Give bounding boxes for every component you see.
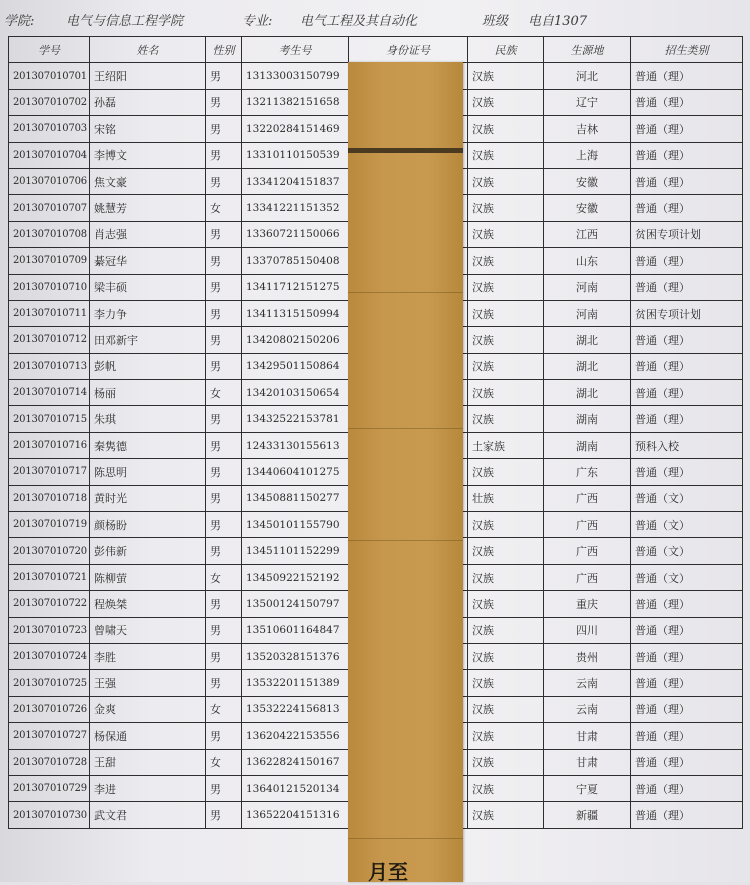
student-id-cell: 201307010728: [9, 749, 90, 775]
gender-cell: 男: [206, 116, 242, 142]
gender-cell: 男: [206, 723, 242, 749]
exam-number-cell: 13420103150654: [242, 380, 349, 406]
gender-cell: 男: [206, 353, 242, 379]
student-id-cell: 201307010710: [9, 274, 90, 300]
exam-number-cell: 13450922152192: [242, 564, 349, 590]
gender-cell: 男: [206, 327, 242, 353]
student-id-cell: 201307010709: [9, 248, 90, 274]
tape-seam: [348, 428, 463, 429]
category-cell: 普通（理）: [631, 643, 743, 669]
origin-cell: 吉林: [544, 116, 631, 142]
ethnicity-cell: 汉族: [468, 696, 544, 722]
exam-number-cell: 13640121520134: [242, 775, 349, 801]
student-id-cell: 201307010716: [9, 432, 90, 458]
student-id-cell: 201307010712: [9, 327, 90, 353]
category-cell: 普通（理）: [631, 617, 743, 643]
origin-cell: 湖北: [544, 353, 631, 379]
gender-cell: 男: [206, 617, 242, 643]
student-name-cell: 秦隽德: [90, 432, 206, 458]
student-id-cell: 201307010726: [9, 696, 90, 722]
origin-cell: 广西: [544, 485, 631, 511]
student-id-cell: 201307010706: [9, 168, 90, 194]
student-name-cell: 王绍阳: [90, 63, 206, 89]
exam-number-cell: 13451101152299: [242, 538, 349, 564]
exam-number-cell: 13532224156813: [242, 696, 349, 722]
student-id-cell: 201307010707: [9, 195, 90, 221]
student-id-cell: 201307010720: [9, 538, 90, 564]
exam-number-cell: 13432522153781: [242, 406, 349, 432]
exam-number-cell: 13420802150206: [242, 327, 349, 353]
student-id-cell: 201307010724: [9, 643, 90, 669]
ethnicity-cell: 汉族: [468, 802, 544, 828]
ethnicity-cell: 汉族: [468, 142, 544, 168]
category-cell: 普通（理）: [631, 195, 743, 221]
student-id-cell: 201307010719: [9, 512, 90, 538]
ethnicity-cell: 壮族: [468, 485, 544, 511]
origin-cell: 宁夏: [544, 775, 631, 801]
origin-cell: 河北: [544, 63, 631, 89]
student-id-cell: 201307010714: [9, 380, 90, 406]
gender-cell: 男: [206, 775, 242, 801]
column-header-ethnicity: 民族: [468, 37, 544, 63]
origin-cell: 广西: [544, 512, 631, 538]
gender-cell: 男: [206, 89, 242, 115]
student-id-cell: 201307010703: [9, 116, 90, 142]
origin-cell: 广西: [544, 538, 631, 564]
student-name-cell: 黄时光: [90, 485, 206, 511]
class-value: 电自1307: [528, 14, 588, 29]
student-name-cell: 彭伟新: [90, 538, 206, 564]
exam-number-cell: 13211382151658: [242, 89, 349, 115]
student-name-cell: 肖志强: [90, 221, 206, 247]
student-id-cell: 201307010723: [9, 617, 90, 643]
category-cell: 普通（理）: [631, 670, 743, 696]
tape-seam: [348, 540, 463, 541]
student-name-cell: 杨保通: [90, 723, 206, 749]
ethnicity-cell: 汉族: [468, 749, 544, 775]
category-cell: 普通（理）: [631, 696, 743, 722]
exam-number-cell: 13440604101275: [242, 459, 349, 485]
category-cell: 普通（理）: [631, 142, 743, 168]
category-cell: 贫困专项计划: [631, 300, 743, 326]
student-id-cell: 201307010717: [9, 459, 90, 485]
ethnicity-cell: 土家族: [468, 432, 544, 458]
origin-cell: 贵州: [544, 643, 631, 669]
ethnicity-cell: 汉族: [468, 591, 544, 617]
category-cell: 普通（理）: [631, 775, 743, 801]
ethnicity-cell: 汉族: [468, 168, 544, 194]
exam-number-cell: 13341221151352: [242, 195, 349, 221]
college-value: 电气与信息工程学院: [66, 14, 184, 29]
category-cell: 普通（文）: [631, 485, 743, 511]
category-cell: 普通（理）: [631, 591, 743, 617]
gender-cell: 男: [206, 591, 242, 617]
gender-cell: 男: [206, 643, 242, 669]
gender-cell: 女: [206, 195, 242, 221]
category-cell: 普通（理）: [631, 89, 743, 115]
ethnicity-cell: 汉族: [468, 248, 544, 274]
ethnicity-cell: 汉族: [468, 116, 544, 142]
column-header-exam-number: 考生号: [242, 37, 349, 63]
category-cell: 普通（理）: [631, 274, 743, 300]
category-cell: 贫困专项计划: [631, 221, 743, 247]
gender-cell: 男: [206, 512, 242, 538]
origin-cell: 广东: [544, 459, 631, 485]
student-id-cell: 201307010725: [9, 670, 90, 696]
origin-cell: 安徽: [544, 168, 631, 194]
exam-number-cell: 13532201151389: [242, 670, 349, 696]
origin-cell: 湖北: [544, 380, 631, 406]
exam-number-cell: 13341204151837: [242, 168, 349, 194]
gender-cell: 男: [206, 406, 242, 432]
origin-cell: 广西: [544, 564, 631, 590]
exam-number-cell: 13450101155790: [242, 512, 349, 538]
ethnicity-cell: 汉族: [468, 380, 544, 406]
origin-cell: 山东: [544, 248, 631, 274]
exam-number-cell: 13450881150277: [242, 485, 349, 511]
student-name-cell: 李博文: [90, 142, 206, 168]
student-name-cell: 陈思明: [90, 459, 206, 485]
ethnicity-cell: 汉族: [468, 195, 544, 221]
ethnicity-cell: 汉族: [468, 300, 544, 326]
ethnicity-cell: 汉族: [468, 512, 544, 538]
column-header-gender: 性别: [206, 37, 242, 63]
category-cell: 普通（理）: [631, 168, 743, 194]
category-cell: 普通（理）: [631, 802, 743, 828]
student-id-cell: 201307010715: [9, 406, 90, 432]
exam-number-cell: 13133003150799: [242, 63, 349, 89]
ethnicity-cell: 汉族: [468, 274, 544, 300]
student-name-cell: 朱琪: [90, 406, 206, 432]
exam-number-cell: 13220284151469: [242, 116, 349, 142]
id-column-cover-tape: [348, 62, 463, 882]
student-name-cell: 曾啸天: [90, 617, 206, 643]
category-cell: 普通（文）: [631, 538, 743, 564]
student-name-cell: 金爽: [90, 696, 206, 722]
exam-number-cell: 13622824150167: [242, 749, 349, 775]
student-id-cell: 201307010708: [9, 221, 90, 247]
ethnicity-cell: 汉族: [468, 723, 544, 749]
student-id-cell: 201307010713: [9, 353, 90, 379]
tape-dark-stripe: [348, 148, 463, 153]
student-id-cell: 201307010701: [9, 63, 90, 89]
category-cell: 普通（理）: [631, 63, 743, 89]
origin-cell: 江西: [544, 221, 631, 247]
origin-cell: 湖南: [544, 432, 631, 458]
exam-number-cell: 13370785150408: [242, 248, 349, 274]
gender-cell: 女: [206, 380, 242, 406]
student-name-cell: 李胜: [90, 643, 206, 669]
origin-cell: 甘肃: [544, 749, 631, 775]
gender-cell: 男: [206, 168, 242, 194]
exam-number-cell: 13310110150539: [242, 142, 349, 168]
category-cell: 普通（理）: [631, 749, 743, 775]
gender-cell: 男: [206, 142, 242, 168]
origin-cell: 重庆: [544, 591, 631, 617]
origin-cell: 湖北: [544, 327, 631, 353]
major-value: 电气工程及其自动化: [300, 14, 418, 29]
student-name-cell: 姚慧芳: [90, 195, 206, 221]
category-cell: 普通（理）: [631, 116, 743, 142]
origin-cell: 湖南: [544, 406, 631, 432]
student-name-cell: 武文君: [90, 802, 206, 828]
exam-number-cell: 13411712151275: [242, 274, 349, 300]
exam-number-cell: 12433130155613: [242, 432, 349, 458]
ethnicity-cell: 汉族: [468, 63, 544, 89]
gender-cell: 男: [206, 485, 242, 511]
ethnicity-cell: 汉族: [468, 643, 544, 669]
exam-number-cell: 13429501150864: [242, 353, 349, 379]
column-header-id-card: 身份证号: [349, 37, 468, 63]
exam-number-cell: 13620422153556: [242, 723, 349, 749]
roster-header: [4, 4, 744, 32]
category-cell: 预科入校: [631, 432, 743, 458]
gender-cell: 男: [206, 274, 242, 300]
student-name-cell: 王甜: [90, 749, 206, 775]
origin-cell: 安徽: [544, 195, 631, 221]
student-id-cell: 201307010721: [9, 564, 90, 590]
gender-cell: 男: [206, 538, 242, 564]
student-name-cell: 颜杨盼: [90, 512, 206, 538]
ethnicity-cell: 汉族: [468, 775, 544, 801]
student-id-cell: 201307010730: [9, 802, 90, 828]
column-header-student-id: 学号: [9, 37, 90, 63]
ethnicity-cell: 汉族: [468, 221, 544, 247]
column-header-name: 姓名: [90, 37, 206, 63]
student-name-cell: 孙磊: [90, 89, 206, 115]
student-name-cell: 陈柳萤: [90, 564, 206, 590]
gender-cell: 男: [206, 221, 242, 247]
student-id-cell: 201307010702: [9, 89, 90, 115]
student-id-cell: 201307010729: [9, 775, 90, 801]
origin-cell: 云南: [544, 670, 631, 696]
student-name-cell: 彭帆: [90, 353, 206, 379]
exam-number-cell: 13360721150066: [242, 221, 349, 247]
student-name-cell: 梁丰硕: [90, 274, 206, 300]
student-name-cell: 宋铭: [90, 116, 206, 142]
tape-seam: [348, 292, 463, 293]
student-name-cell: 程焕桀: [90, 591, 206, 617]
student-name-cell: 王强: [90, 670, 206, 696]
ethnicity-cell: 汉族: [468, 670, 544, 696]
category-cell: 普通（文）: [631, 564, 743, 590]
ethnicity-cell: 汉族: [468, 617, 544, 643]
student-id-cell: 201307010727: [9, 723, 90, 749]
category-cell: 普通（理）: [631, 406, 743, 432]
student-id-cell: 201307010711: [9, 300, 90, 326]
tape-seam: [348, 838, 463, 839]
exam-number-cell: 13411315150994: [242, 300, 349, 326]
student-id-cell: 201307010704: [9, 142, 90, 168]
origin-cell: 新疆: [544, 802, 631, 828]
exam-number-cell: 13510601164847: [242, 617, 349, 643]
origin-cell: 河南: [544, 274, 631, 300]
gender-cell: 女: [206, 749, 242, 775]
ethnicity-cell: 汉族: [468, 459, 544, 485]
ethnicity-cell: 汉族: [468, 564, 544, 590]
ethnicity-cell: 汉族: [468, 406, 544, 432]
gender-cell: 女: [206, 564, 242, 590]
origin-cell: 甘肃: [544, 723, 631, 749]
gender-cell: 男: [206, 459, 242, 485]
category-cell: 普通（理）: [631, 327, 743, 353]
column-header-category: 招生类别: [631, 37, 743, 63]
exam-number-cell: 13652204151316: [242, 802, 349, 828]
student-id-cell: 201307010722: [9, 591, 90, 617]
column-header-origin: 生源地: [544, 37, 631, 63]
major-label: 专业:: [242, 14, 273, 29]
category-cell: 普通（文）: [631, 512, 743, 538]
table-header-row: [9, 37, 743, 63]
student-name-cell: 杨丽: [90, 380, 206, 406]
student-name-cell: 李力争: [90, 300, 206, 326]
category-cell: 普通（理）: [631, 380, 743, 406]
ethnicity-cell: 汉族: [468, 89, 544, 115]
origin-cell: 辽宁: [544, 89, 631, 115]
category-cell: 普通（理）: [631, 723, 743, 749]
gender-cell: 女: [206, 696, 242, 722]
ethnicity-cell: 汉族: [468, 327, 544, 353]
gender-cell: 男: [206, 802, 242, 828]
category-cell: 普通（理）: [631, 248, 743, 274]
ethnicity-cell: 汉族: [468, 353, 544, 379]
student-name-cell: 李进: [90, 775, 206, 801]
category-cell: 普通（理）: [631, 459, 743, 485]
student-name-cell: 田邓新宇: [90, 327, 206, 353]
exam-number-cell: 13520328151376: [242, 643, 349, 669]
student-name-cell: 綦冠华: [90, 248, 206, 274]
origin-cell: 河南: [544, 300, 631, 326]
student-name-cell: 焦文豪: [90, 168, 206, 194]
gender-cell: 男: [206, 670, 242, 696]
category-cell: 普通（理）: [631, 353, 743, 379]
ethnicity-cell: 汉族: [468, 538, 544, 564]
gender-cell: 男: [206, 300, 242, 326]
exam-number-cell: 13500124150797: [242, 591, 349, 617]
gender-cell: 男: [206, 248, 242, 274]
origin-cell: 云南: [544, 696, 631, 722]
origin-cell: 上海: [544, 142, 631, 168]
student-id-cell: 201307010718: [9, 485, 90, 511]
class-label: 班级: [482, 14, 509, 29]
origin-cell: 四川: [544, 617, 631, 643]
cover-handwritten-text: 月至: [368, 860, 408, 884]
college-label: 学院:: [4, 14, 35, 29]
gender-cell: 男: [206, 63, 242, 89]
gender-cell: 男: [206, 432, 242, 458]
